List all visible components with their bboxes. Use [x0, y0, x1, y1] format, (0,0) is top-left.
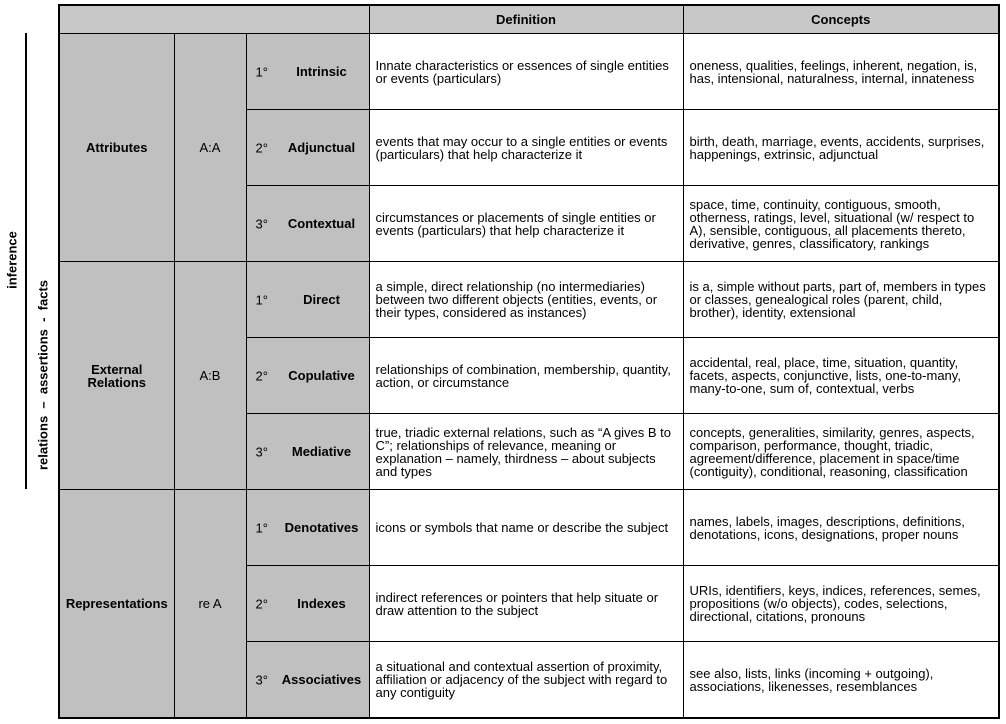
level-cell: [246, 262, 369, 338]
level-name: Copulative: [288, 368, 355, 383]
definition-cell: Innate characteristics or essences of single entities or events (particulars): [369, 34, 683, 110]
group-name: External Relations: [59, 262, 174, 490]
degree: 2°: [255, 140, 268, 155]
header-concepts: Concepts: [683, 5, 999, 34]
level-name: Intrinsic: [296, 64, 347, 79]
degree: 2°: [255, 596, 268, 611]
definition-cell: events that may occur to a single entities or events (particulars) that help characterize it: [369, 110, 683, 186]
table-row: [59, 490, 999, 566]
level-cell: [246, 338, 369, 414]
inference-bracket-line: [25, 33, 27, 489]
level-name: Indexes: [297, 596, 346, 611]
table-row: [59, 34, 999, 110]
group-name: Attributes: [59, 34, 174, 262]
level-cell: [246, 490, 369, 566]
level-cell: [246, 186, 369, 262]
relations-assertions-facts-label: relations – assertions - facts: [35, 279, 51, 471]
definition-cell: true, triadic external relations, such as “A gives B to C”; relationships of relevance, meaning or explanation – namely, thirdness – about subjects and types: [369, 414, 683, 490]
group-name: Representations: [59, 490, 174, 719]
table-row: [59, 262, 999, 338]
level-name: Adjunctual: [287, 140, 356, 155]
group-abbr: A:A: [174, 34, 246, 262]
definition-cell: indirect references or pointers that help situate or draw attention to the subject: [369, 566, 683, 642]
definition-cell: a simple, direct relationship (no intermediaries) between two different objects (entities, events, or their types, considered as instances): [369, 262, 683, 338]
level-cell: [246, 414, 369, 490]
level-cell: [246, 642, 369, 719]
level-name: Associatives: [281, 672, 362, 687]
definition-cell: relationships of combination, membership, quantity, action, or circumstance: [369, 338, 683, 414]
concepts-cell: accidental, real, place, time, situation, quantity, facets, aspects, conjunctive, lists, one-to-many, many-to-one, sum of, contextual, verbs: [683, 338, 999, 414]
degree: 1°: [255, 292, 268, 307]
header-blank: [59, 5, 369, 34]
concepts-cell: space, time, continuity, contiguous, smooth, otherness, ratings, level, situational (w/ respect to A), sensible, contiguous, all placements thereto, derivative, genres, classificatory, rankings: [683, 186, 999, 262]
degree: 2°: [255, 368, 268, 383]
concepts-cell: see also, lists, links (incoming + outgoing), associations, likenesses, resemblances: [683, 642, 999, 719]
level-name: Mediative: [291, 444, 352, 459]
concepts-cell: birth, death, marriage, events, accidents, surprises, happenings, extrinsic, adjunctual: [683, 110, 999, 186]
definition-cell: icons or symbols that name or describe the subject: [369, 490, 683, 566]
taxonomy-table: [58, 4, 1000, 719]
concepts-cell: concepts, generalities, similarity, genres, aspects, comparison, performance, thought, triadic, agreement/difference, placement in space/time (contiguity), conditional, reasoning, classification: [683, 414, 999, 490]
degree: 3°: [255, 216, 268, 231]
header-definition: Definition: [369, 5, 683, 34]
concepts-cell: URIs, identifiers, keys, indices, references, semes, propositions (w/o objects), codes, selections, directional, citations, pronouns: [683, 566, 999, 642]
degree: 3°: [255, 444, 268, 459]
level-name: Contextual: [287, 216, 356, 231]
degree: 1°: [255, 64, 268, 79]
level-cell: [246, 34, 369, 110]
level-name: Denotatives: [284, 520, 359, 535]
concepts-cell: is a, simple without parts, part of, members in types or classes, genealogical roles (parent, child, brother), identity, extensional: [683, 262, 999, 338]
level-name: Direct: [303, 292, 340, 307]
degree: 3°: [255, 672, 268, 687]
level-cell: [246, 110, 369, 186]
definition-cell: a situational and contextual assertion of proximity, affiliation or adjacency of the subject with regard to any contiguity: [369, 642, 683, 719]
concepts-cell: oneness, qualities, feelings, inherent, negation, is, has, intensional, naturalness, internal, innateness: [683, 34, 999, 110]
definition-cell: circumstances or placements of single entities or events (particulars) that help characterize it: [369, 186, 683, 262]
degree: 1°: [255, 520, 268, 535]
header-row: [59, 5, 999, 34]
level-cell: [246, 566, 369, 642]
concepts-cell: names, labels, images, descriptions, definitions, denotations, icons, designations, proper nouns: [683, 490, 999, 566]
inference-label: inference: [4, 231, 20, 289]
group-abbr: re A: [174, 490, 246, 719]
group-abbr: A:B: [174, 262, 246, 490]
